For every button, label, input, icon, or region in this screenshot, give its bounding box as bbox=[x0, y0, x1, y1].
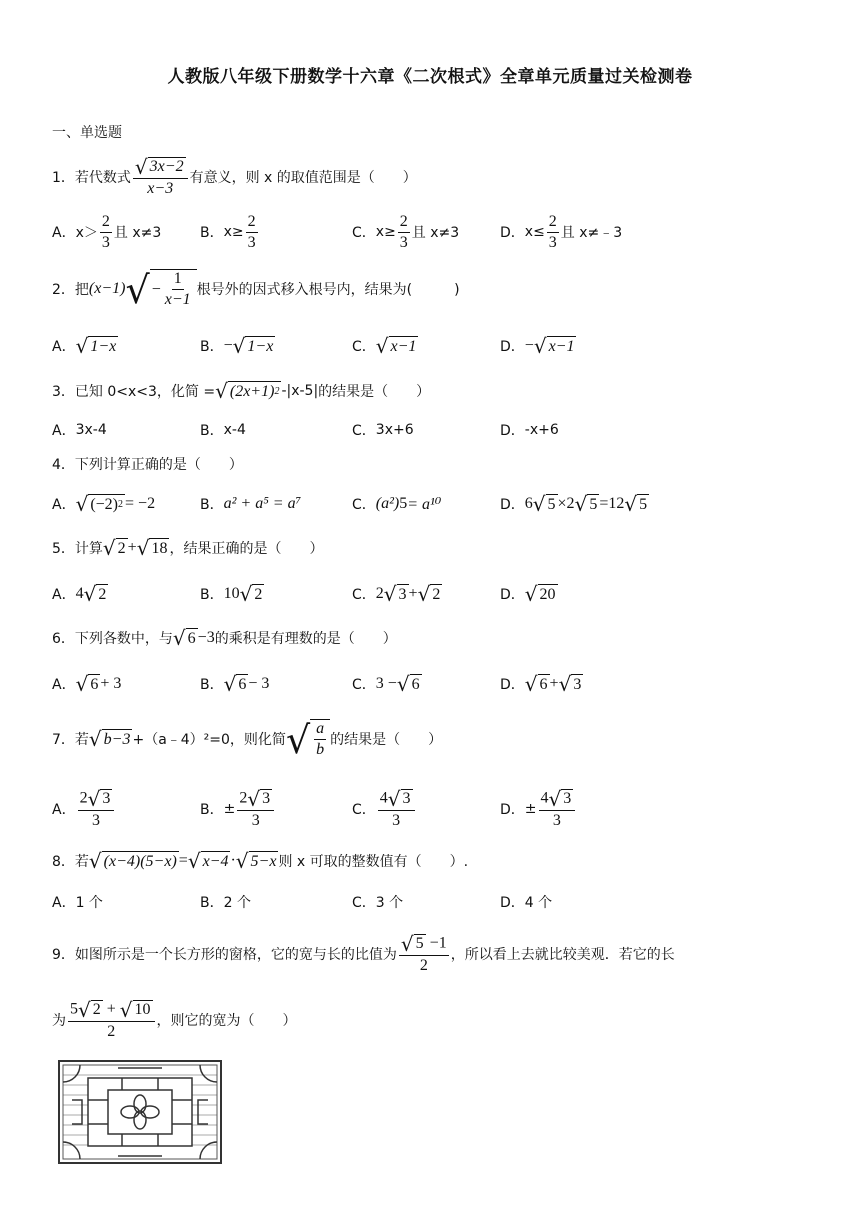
option-d: D． √ 20 bbox=[500, 582, 556, 606]
options-8 bbox=[52, 882, 812, 922]
option-b: B． √ 6 − 3 bbox=[200, 672, 270, 696]
window-lattice-figure bbox=[58, 1060, 222, 1168]
option-d: D．4 个 bbox=[500, 895, 553, 911]
option-a: A． 4 √ 2 bbox=[52, 582, 107, 606]
option-a: A． 3x-4 bbox=[52, 422, 107, 439]
option-a: A．1 个 bbox=[52, 895, 103, 911]
option-b: B． − √ 1−x bbox=[200, 334, 274, 358]
options-3 bbox=[52, 410, 812, 450]
page-title: 人教版八年级下册数学十六章《二次根式》全章单元质量过关检测卷 bbox=[167, 67, 693, 87]
option-c: C． √ x−1 bbox=[352, 334, 417, 358]
option-b: B． x-4 bbox=[200, 422, 246, 439]
lattice-image bbox=[58, 1060, 222, 1164]
question-number: 1． bbox=[52, 170, 75, 186]
option-b: B． ± 2 √ 3 3 bbox=[200, 786, 276, 832]
option-c: C． 3 − √ 6 bbox=[352, 672, 420, 696]
option-a: A． 2 √ 3 3 bbox=[52, 786, 116, 832]
question-7: 7． 若 √ b−3 +（a﹣4）²=0，则化简 √ $\frac{a}{b}$ 的结果是（ ） bbox=[52, 717, 443, 762]
option-d: D． -x+6 bbox=[500, 422, 559, 439]
question-9-line-2: 为 5 √ 2 + √ 10 2 ，则它的宽为（ ） bbox=[52, 997, 297, 1040]
option-b: B． a² + a⁵ = a⁷ bbox=[200, 495, 302, 513]
options-5 bbox=[52, 574, 812, 614]
option-a: A． √ 1−x bbox=[52, 334, 117, 358]
option-b: B． 10 √ 2 bbox=[200, 582, 263, 606]
question-5: 5． 计算 √ 2 + √ 18 ，结果正确的是（ ） bbox=[52, 536, 324, 560]
option-a: A． √ 6 + 3 bbox=[52, 672, 122, 696]
option-c: C． 3x+6 bbox=[352, 422, 414, 439]
option-c: C． 2 √ 3 + √ 2 bbox=[352, 582, 441, 606]
question-4: 4． 下列计算正确的是（ ） bbox=[52, 457, 243, 473]
question-text: 若代数式 bbox=[74, 170, 131, 186]
sqrt: √ 3x−2 bbox=[134, 154, 184, 179]
options-1 bbox=[52, 212, 812, 252]
options-2 bbox=[52, 326, 812, 366]
question-text: 有意义，则 x 的取值范围是（ ） bbox=[189, 170, 417, 186]
question-9: 9． 如图所示是一个长方形的窗格，它的宽与长的比值为 √ 5 −1 2 ，所以看上去就比较美观．若它的长 bbox=[52, 931, 675, 974]
option-c: C．3 个 bbox=[352, 895, 404, 911]
question-1 bbox=[52, 154, 417, 200]
question-8: 8． 若 √ (x−4)(5−x) = √ x−4 · √ 5−x 则 x 可取的整数值有（ ）. bbox=[52, 849, 469, 873]
section-heading: 一、单选题 bbox=[52, 125, 122, 141]
option-b: B．2 个 bbox=[200, 895, 251, 911]
option-d: D． − √ x−1 bbox=[500, 334, 575, 358]
option-c: C． 4 √ 3 3 bbox=[352, 786, 417, 832]
option-a: A． x＞ $\frac{2}{3}$ 且 x≠3 bbox=[52, 212, 162, 251]
options-7 bbox=[52, 786, 812, 832]
option-c: C． x≥ $\frac{2}{3}$ 且 x≠3 bbox=[352, 212, 460, 251]
options-4 bbox=[52, 484, 812, 524]
option-d: D． 6 √ 5 ×2 √ 5 =12 √ 5 bbox=[500, 492, 648, 516]
option-b: B． x≥ $\frac{2}{3}$ bbox=[200, 212, 256, 251]
question-3: 3． 已知 0<x<3，化简 = √ (2x+1) 2 -|x-5| 的结果是（ ） bbox=[52, 379, 431, 403]
question-2: 2． 把 (x−1) √ − $\frac{1}{x-1}$ 根号外的因式移入根号内，结果为( ) bbox=[52, 267, 460, 312]
fraction: √ 3x−2 x−3 bbox=[133, 157, 188, 198]
option-d: D． √ 6 + √ 3 bbox=[500, 672, 582, 696]
question-number: 2． bbox=[52, 282, 75, 298]
question-6: 6． 下列各数中，与 √ 6 −3 的乘积是有理数的是（ ） bbox=[52, 626, 397, 650]
sqrt: √ − $\frac{1}{x-1}$ bbox=[125, 269, 196, 308]
option-d: D． ± 4 √ 3 3 bbox=[500, 786, 577, 832]
option-d: D． x≤ $\frac{2}{3}$ 且 x≠﹣3 bbox=[500, 212, 623, 251]
option-a: A． √ (−2) 2 = −2 bbox=[52, 492, 156, 516]
options-6 bbox=[52, 664, 812, 704]
option-c: C． (a²) 5 = a¹⁰ bbox=[352, 495, 442, 513]
